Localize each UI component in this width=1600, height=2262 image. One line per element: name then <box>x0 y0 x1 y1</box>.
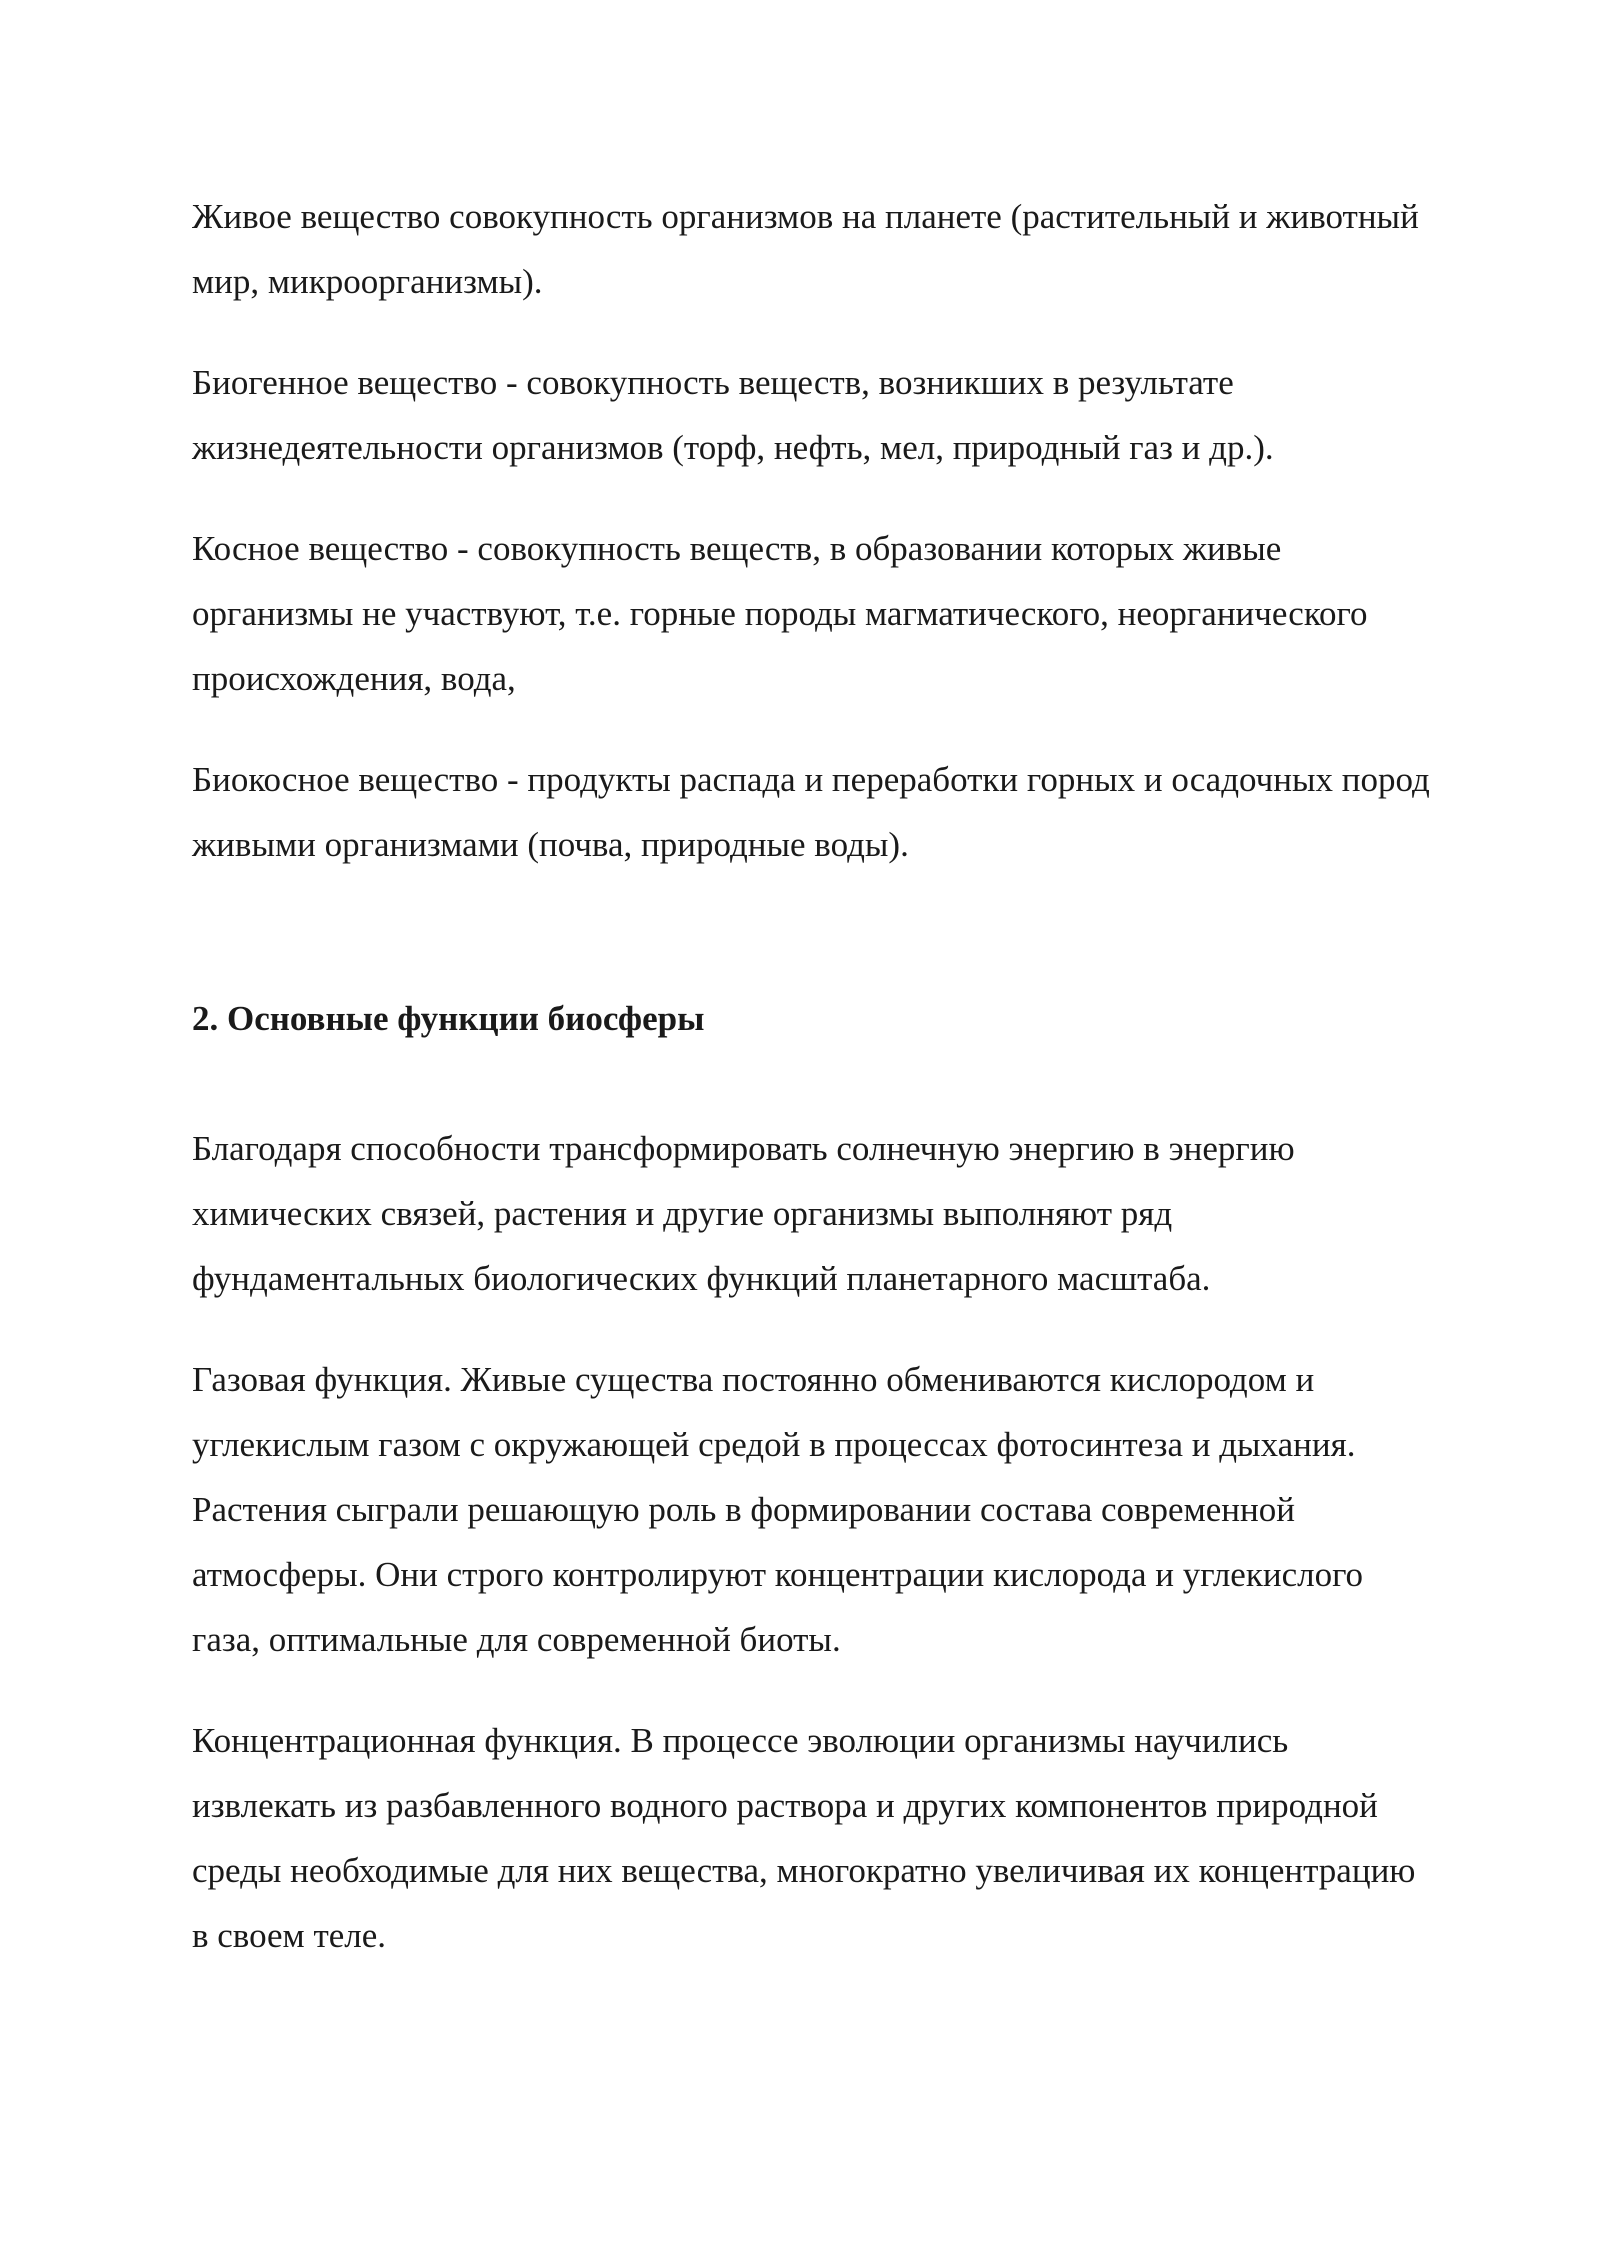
paragraph-intro-functions: Благодаря способности трансформировать солнечную энергию в энергию химических связей, растения и другие организмы выполняют ряд фундаментальных биологических функций планетарного масштаба. <box>192 1129 1295 1298</box>
paragraph-concentration-function: Концентрационная функция. В процессе эволюции организмы научились извлекать из разбавленного водного раствора и других компонентов природной среды необходимые для них вещества, многократно увеличивая их концентрацию в своем теле. <box>192 1721 1416 1955</box>
spacer <box>192 913 1430 986</box>
paragraph-living-matter: Живое вещество совокупность организмов на планете (растительный и животный мир, микроорганизмы). <box>192 197 1419 301</box>
paragraph-gas-function: Газовая функция. Живые существа постоянно обмениваются кислородом и углекислым газом с окружающей средой в процессах фотосинтеза и дыхания. Растения сыграли решающую роль в формировании состава современной атмосферы. Они строго контролируют концентрации кислорода и углекислого газа, оптимальные для современной биоты. <box>192 1360 1364 1659</box>
spacer <box>192 1051 1430 1116</box>
paragraph-bioinert-matter: Биокосное вещество - продукты распада и переработки горных и осадочных пород живыми организмами (почва, природные воды). <box>192 760 1430 864</box>
section-heading: 2. Основные функции биосферы <box>192 999 705 1038</box>
paragraph-biogenic-matter: Биогенное вещество - совокупность веществ, возникших в результате жизнедеятельности организмов (торф, нефть, мел, природный газ и др.). <box>192 363 1274 467</box>
paragraph-inert-matter: Косное вещество - совокупность веществ, в образовании которых живые организмы не участвуют, т.е. горные породы магматического, неорганического происхождения, вода, <box>192 529 1368 698</box>
